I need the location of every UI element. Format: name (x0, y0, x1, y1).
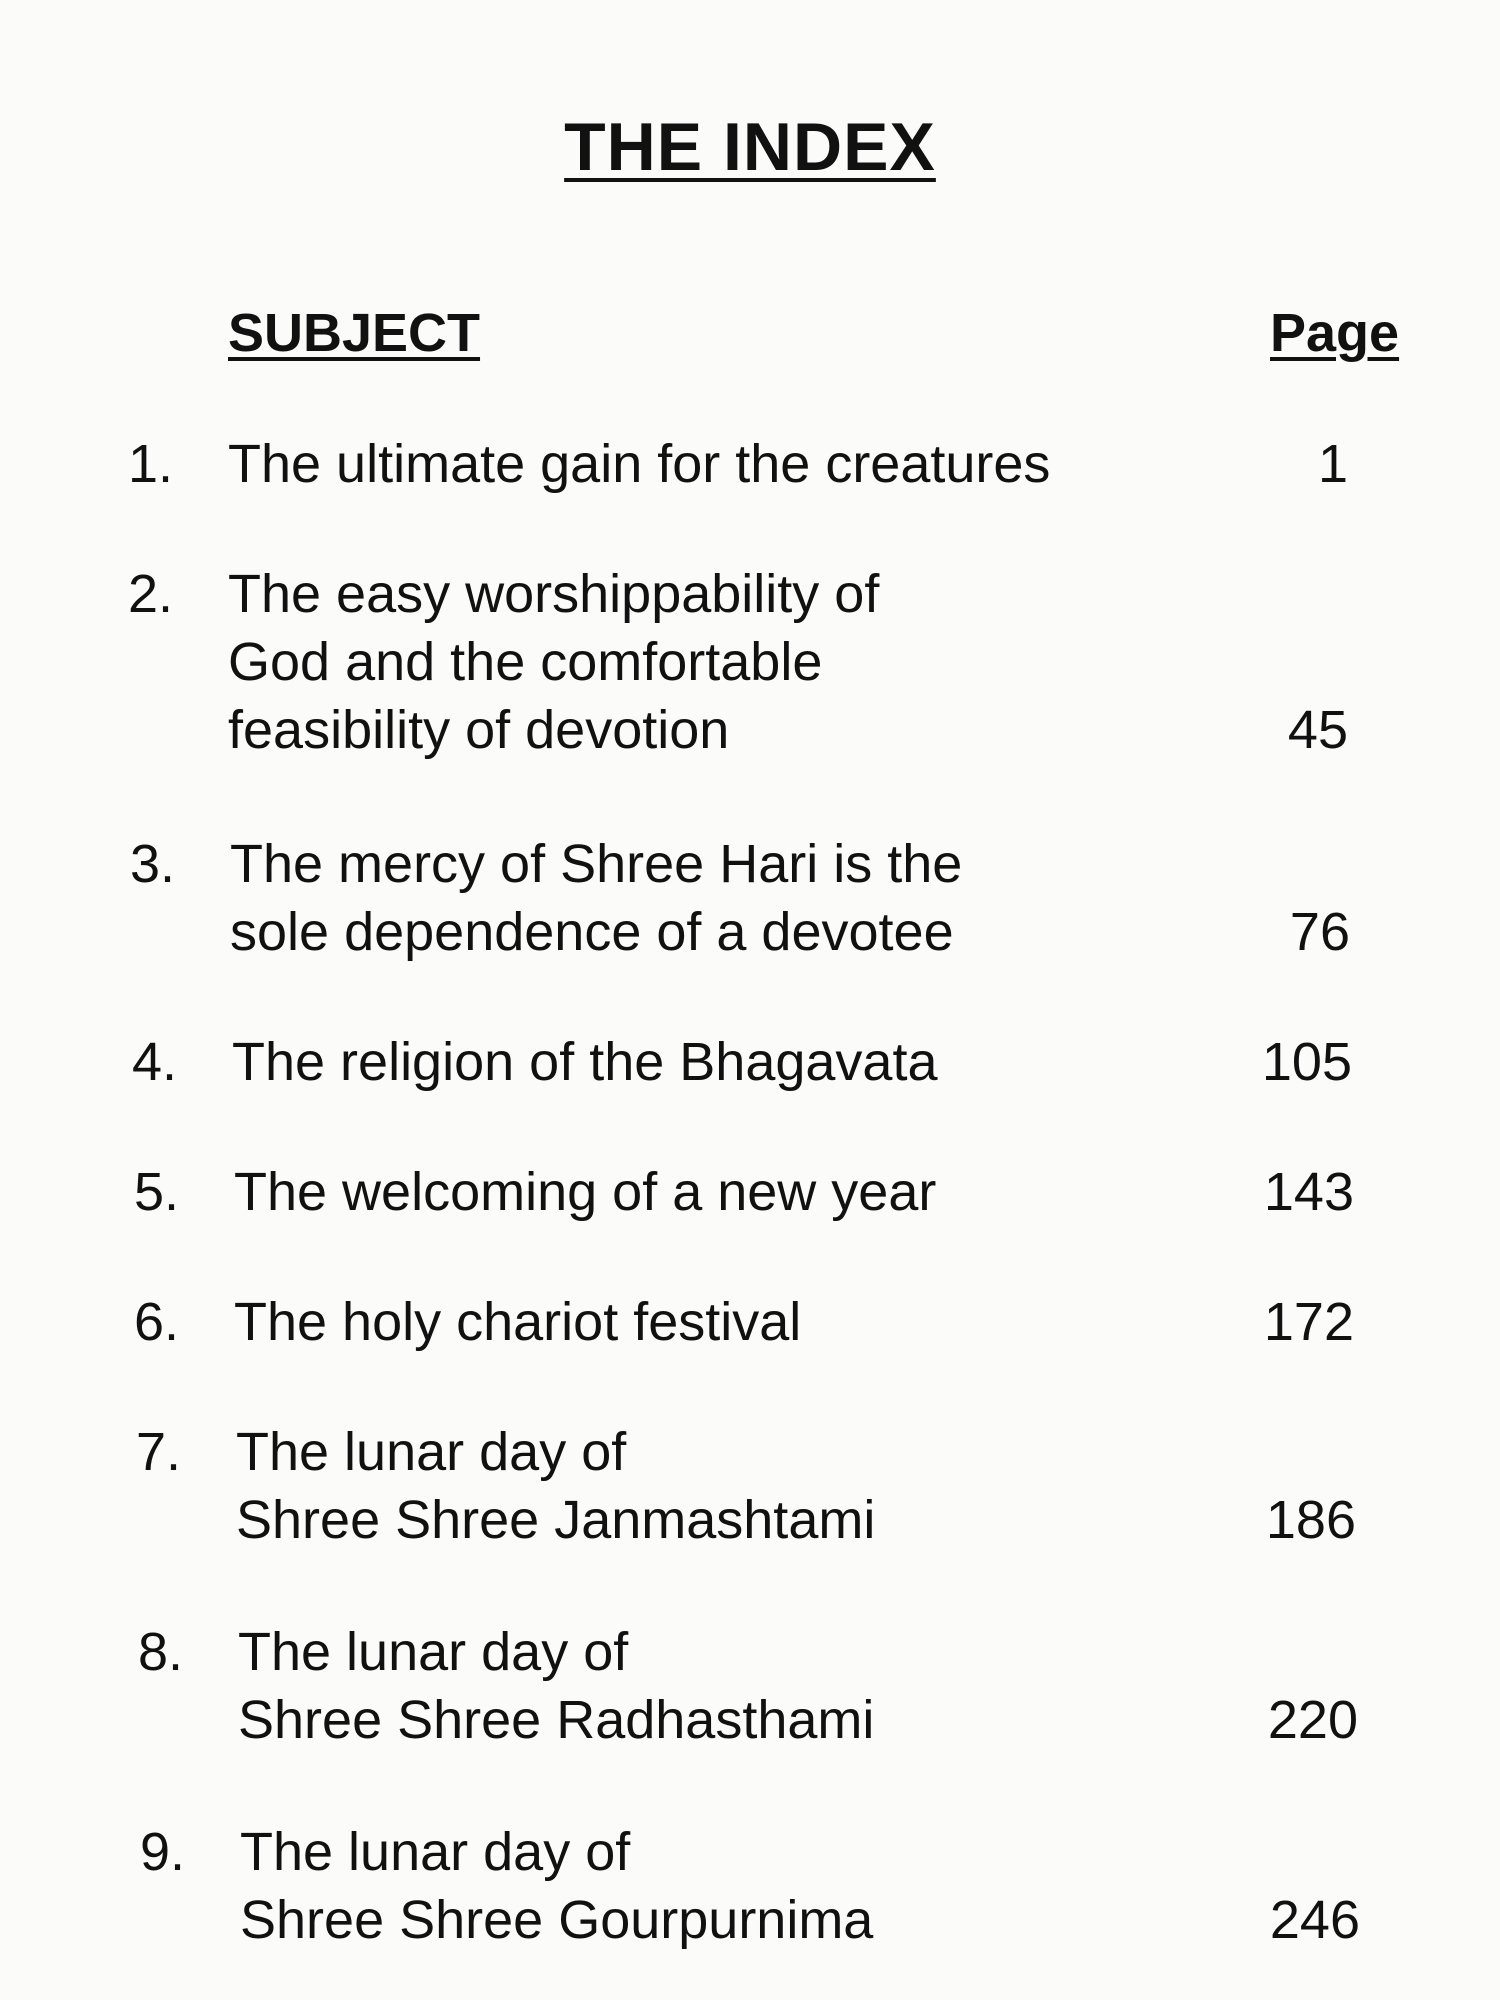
entry-title-line: The lunar day of (236, 1422, 627, 1482)
entry-title-line: The holy chariot festival (234, 1292, 802, 1352)
entry-number: 6. (134, 1292, 180, 1352)
entry-page-number: 1 (1317, 434, 1348, 494)
entry-title-line: Shree Shree Radhasthami (238, 1690, 875, 1750)
entry-page-number: 172 (1263, 1292, 1354, 1352)
entry-title-line: sole dependence of a devotee (230, 902, 954, 962)
entry-number: 5. (134, 1162, 180, 1222)
entry-title-line: The mercy of Shree Hari is the (230, 834, 963, 894)
entry-number: 7. (136, 1422, 182, 1482)
entry-title-line: feasibility of devotion (228, 700, 730, 760)
entry-page-number: 105 (1261, 1032, 1352, 1092)
page-column-header: Page (1270, 303, 1400, 363)
entry-title-line: The religion of the Bhagavata (232, 1032, 938, 1092)
entry-number: 9. (140, 1822, 186, 1882)
entry-page-number: 220 (1267, 1690, 1358, 1750)
subject-column-header: SUBJECT (228, 303, 481, 363)
entry-page-number: 45 (1287, 700, 1348, 760)
entry-title-line: The ultimate gain for the creatures (228, 434, 1051, 494)
entry-title-line: The welcoming of a new year (234, 1162, 937, 1222)
entry-page-number: 186 (1265, 1490, 1356, 1550)
entry-number: 2. (128, 564, 174, 624)
entry-page-number: 246 (1269, 1890, 1360, 1950)
entry-title-line: The lunar day of (238, 1622, 629, 1682)
entry-number: 8. (138, 1622, 184, 1682)
entry-number: 3. (130, 834, 176, 894)
entry-title-line: The easy worshippability of (228, 564, 880, 624)
entry-page-number: 143 (1263, 1162, 1354, 1222)
page-title: THE INDEX (564, 109, 936, 185)
entry-title-line: Shree Shree Janmashtami (236, 1490, 876, 1550)
entry-number: 1. (128, 434, 174, 494)
entry-number: 4. (132, 1032, 178, 1092)
entry-title-line: Shree Shree Gourpurnima (240, 1890, 874, 1950)
entry-page-number: 76 (1289, 902, 1350, 962)
entry-title-line: The lunar day of (240, 1822, 631, 1882)
entry-title-line: God and the comfortable (228, 632, 823, 692)
